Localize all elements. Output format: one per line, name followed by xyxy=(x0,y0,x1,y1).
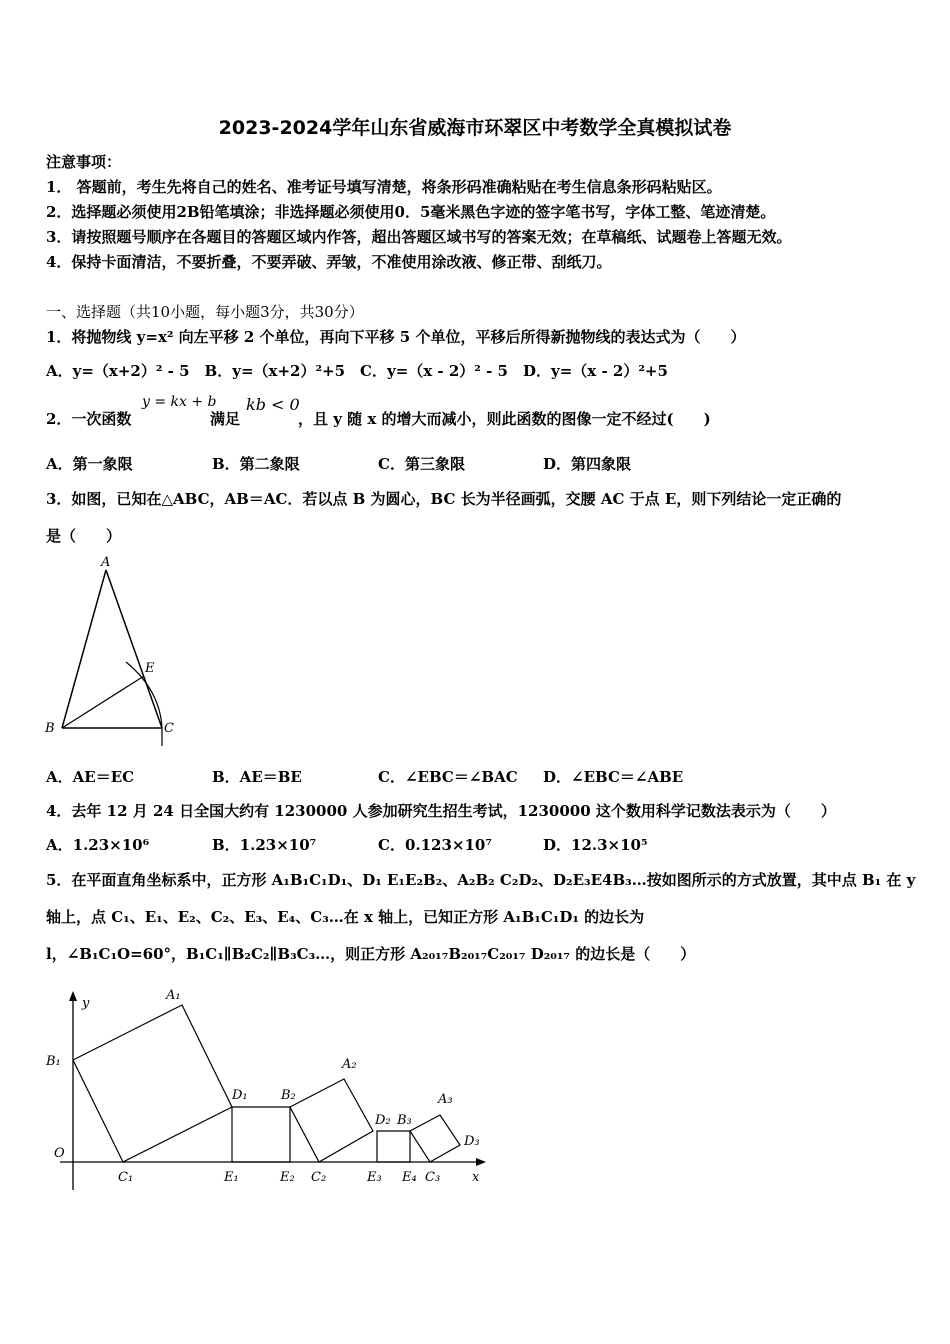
square-d2e3e4b3 xyxy=(377,1131,410,1162)
label-c: C xyxy=(164,721,174,736)
q1-stem: 1．将抛物线 y=x² 向左平移 2 个单位，再向下平移 5 个单位，平移后所得新抛物线的表达式为（ ） xyxy=(46,328,746,346)
label-a1: A₁ xyxy=(166,988,181,1003)
square-3 xyxy=(410,1115,460,1162)
q2-condition: kb < 0 xyxy=(246,395,300,414)
label-c3: C₃ xyxy=(425,1170,441,1185)
label-b2: B₂ xyxy=(281,1088,296,1103)
q2-stem-c: ，且 y 随 x 的增大而减小，则此函数的图像一定不经过( ) xyxy=(298,410,711,428)
q3-option-c: C．∠EBC＝∠BAC xyxy=(378,768,518,786)
q3-triangle-figure xyxy=(38,550,188,750)
label-e3: E₃ xyxy=(367,1170,382,1185)
q2-stem-b: 满足 xyxy=(210,410,241,428)
q2-option-d: D．第四象限 xyxy=(543,455,632,473)
side-ac xyxy=(106,570,162,728)
q3-option-b: B．AE＝BE xyxy=(212,768,302,786)
q2-option-a: A．第一象限 xyxy=(46,455,133,473)
section-heading: 一、选择题（共10小题，每小题3分，共30分） xyxy=(46,303,364,321)
q5-stem-line3: l，∠B₁C₁O=60°，B₁C₁∥B₂C₂∥B₃C₃…，则正方形 A₂₀₁₇B₂₀₁₇C₂₀₁₇ D₂₀₁₇ 的边长是（ ） xyxy=(46,945,696,963)
q4-option-d: D．12.3×10⁵ xyxy=(543,836,648,854)
q2-function: y = kx + b xyxy=(142,394,217,410)
label-e4: E₄ xyxy=(402,1170,417,1185)
arc-from-b xyxy=(126,662,162,746)
q4-option-a: A．1.23×10⁶ xyxy=(46,836,150,854)
page-title: 2023-2024学年山东省威海市环翠区中考数学全真模拟试卷 xyxy=(218,117,732,139)
label-a3: A₃ xyxy=(438,1092,453,1107)
square-2 xyxy=(290,1079,373,1162)
q4-option-b: B．1.23×10⁷ xyxy=(212,836,317,854)
q3-option-a: A．AE＝EC xyxy=(46,768,135,786)
q2-option-c: C．第三象限 xyxy=(378,455,465,473)
label-e1: E₁ xyxy=(224,1170,239,1185)
q1-options: A．y=（x+2）² - 5 B．y=（x+2）²+5 C．y=（x - 2）² - 5 D．y=（x - 2）²+5 xyxy=(46,362,668,380)
label-d1: D₁ xyxy=(232,1088,248,1103)
label-b3: B₃ xyxy=(397,1113,412,1128)
x-axis-arrow xyxy=(476,1158,486,1166)
notice-item: 2．选择题必须使用2B铅笔填涂；非选择题必须使用0．5毫米黑色字迹的签字笔书写，字体工整、笔迹清楚。 xyxy=(46,203,776,221)
notice-item: 3．请按照题号顺序在各题目的答题区域内作答，超出答题区域书写的答案无效；在草稿纸、试题卷上答题无效。 xyxy=(46,228,792,246)
notice-item: 4．保持卡面清洁，不要折叠，不要弄破、弄皱，不准使用涂改液、修正带、刮纸刀。 xyxy=(46,253,612,271)
notice-heading: 注意事项： xyxy=(46,153,122,171)
q3-stem-line2: 是（ ） xyxy=(46,527,122,545)
square-d1e1e2b2 xyxy=(232,1107,290,1162)
label-e2: E₂ xyxy=(280,1170,295,1185)
label-c1: C₁ xyxy=(118,1170,134,1185)
q3-stem-line1: 3．如图，已知在△ABC，AB＝AC．若以点 B 为圆心，BC 长为半径画弧，交腰 AC 于点 E，则下列结论一定正确的 xyxy=(46,490,842,508)
label-a2: A₂ xyxy=(342,1057,357,1072)
q3-option-d: D．∠EBC＝∠ABE xyxy=(543,768,684,786)
y-axis-arrow xyxy=(69,991,77,1001)
q4-option-c: C．0.123×10⁷ xyxy=(378,836,492,854)
q2-stem-a: 2．一次函数 xyxy=(46,410,132,428)
q5-stem-line1: 5．在平面直角坐标系中，正方形 A₁B₁C₁D₁、D₁ E₁E₂B₂、A₂B₂ C₂D₂、D₂E₃E4B₃…按如图所示的方式放置，其中点 B₁ 在 y xyxy=(46,871,916,889)
label-e: E xyxy=(145,661,155,676)
label-c2: C₂ xyxy=(311,1170,327,1185)
label-x: x xyxy=(472,1170,480,1185)
q5-stem-line2: 轴上，点 C₁、E₁、E₂、C₂、E₃、E₄、C₃…在 x 轴上，已知正方形 A₁B₁C₁D₁ 的边长为 xyxy=(46,908,645,926)
label-y: y xyxy=(82,996,90,1011)
label-d3: D₃ xyxy=(464,1134,480,1149)
q5-squares-figure xyxy=(40,985,500,1200)
q2-option-b: B．第二象限 xyxy=(212,455,300,473)
square-1 xyxy=(73,1005,232,1162)
label-b: B xyxy=(45,721,55,736)
label-d2: D₂ xyxy=(375,1113,391,1128)
notice-item: 1． 答题前，考生先将自己的姓名、准考证号填写清楚，将条形码准确粘贴在考生信息条形码粘贴区。 xyxy=(46,178,722,196)
q4-stem: 4．去年 12 月 24 日全国大约有 1230000 人参加研究生招生考试，1230000 这个数用科学记数法表示为（ ） xyxy=(46,802,836,820)
label-b1: B₁ xyxy=(46,1054,61,1069)
label-o: O xyxy=(54,1146,65,1161)
label-a: A xyxy=(101,555,111,570)
